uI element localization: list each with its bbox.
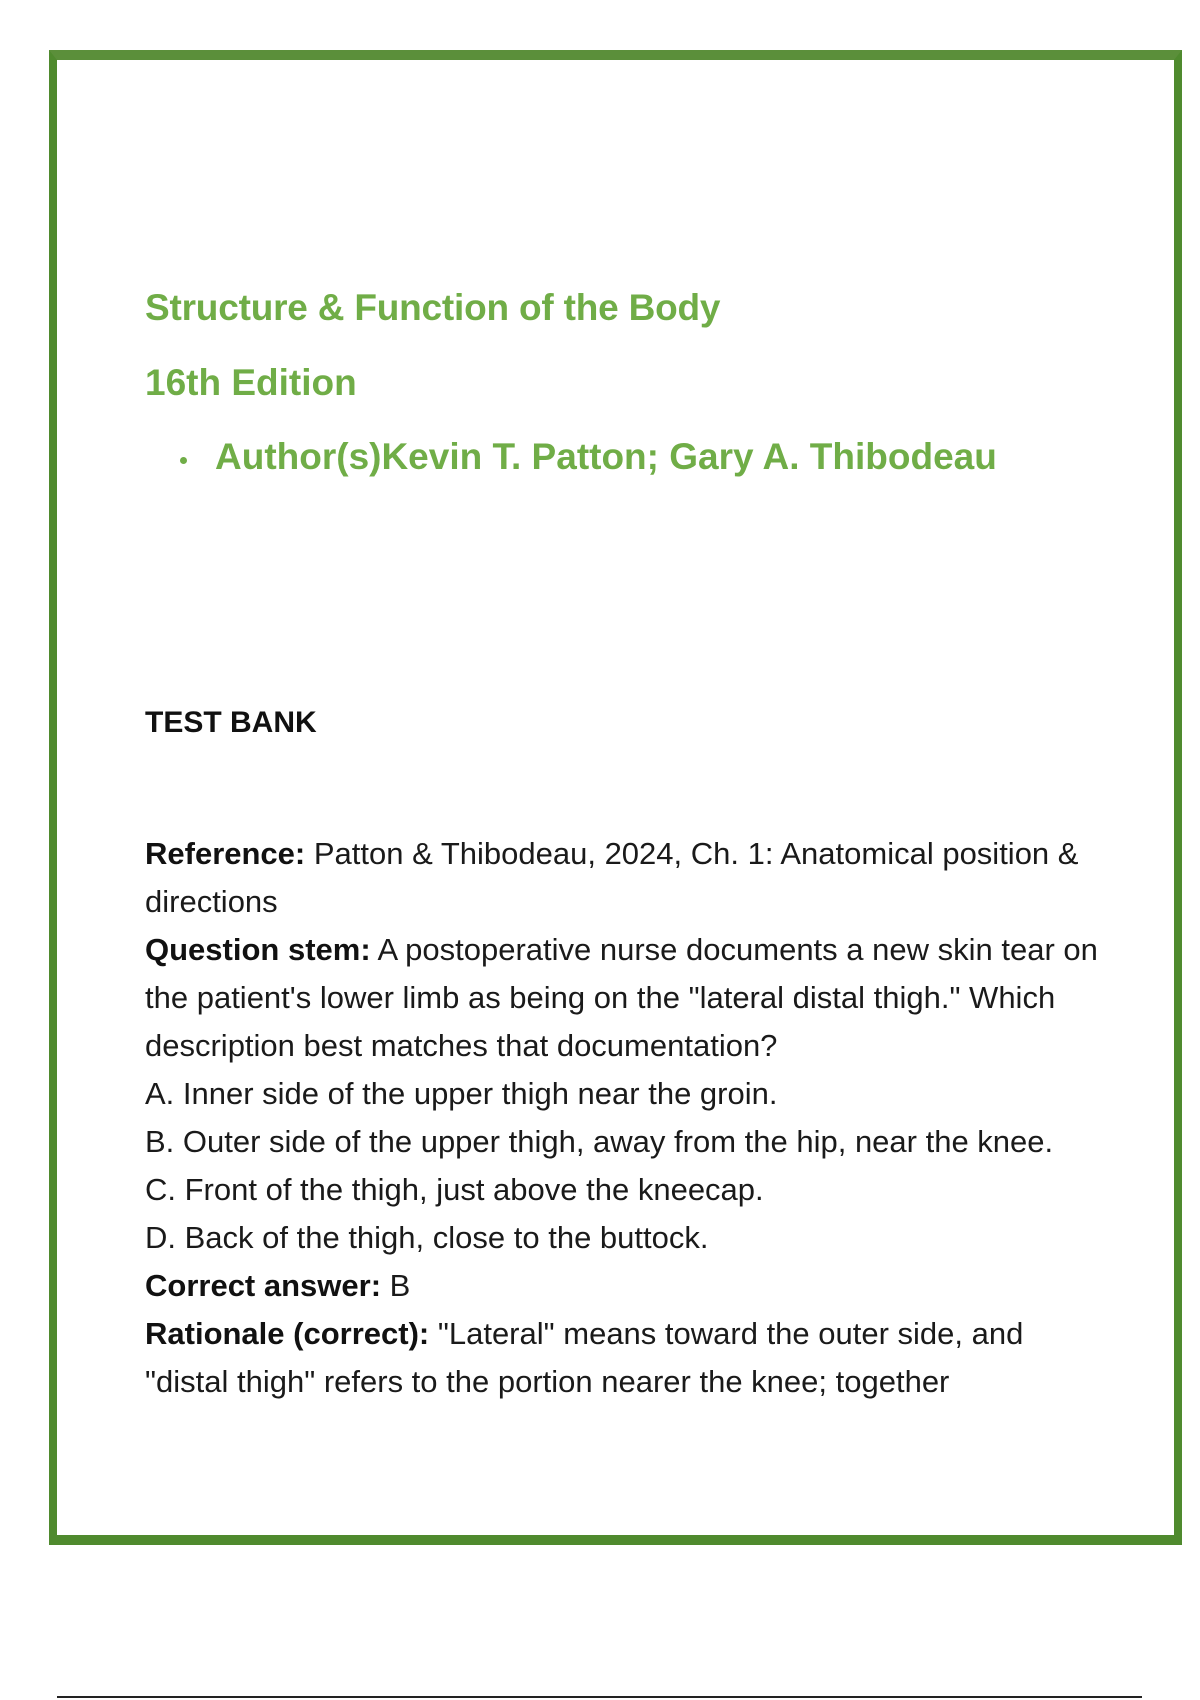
question-stem [145,926,1100,1070]
correct-answer-line [145,1262,1100,1310]
rationale-text: "Lateral" means toward the outer side, and "distal thigh" refers to the portion nearer the knee; together [145,1316,1024,1399]
option-a: A. Inner side of the upper thigh near the groin. [145,1076,778,1111]
option-d: D. Back of the thigh, close to the buttock. [145,1220,709,1255]
stem-text: A postoperative nurse documents a new skin tear on the patient's lower limb as being on the "lateral distal thigh." Which description best matches that documentation? [145,932,1098,1063]
answer-label: Correct answer: [145,1268,382,1303]
book-edition: 16th Edition [145,362,357,403]
reference-text: Patton & Thibodeau, 2024, Ch. 1: Anatomical position & directions [145,836,1079,919]
reference-label: Reference: [145,836,306,871]
option-b: B. Outer side of the upper thigh, away from the hip, near the knee. [145,1124,1054,1159]
book-title: Structure & Function of the Body [145,287,721,328]
authors-text: Author(s)Kevin T. Patton; Gary A. Thibodeau [215,436,997,477]
question-block [145,830,1100,1406]
reference-line [145,830,1100,926]
authors-list-item [180,436,997,478]
option-c: C. Front of the thigh, just above the kneecap. [145,1172,764,1207]
section-heading: TEST BANK [145,706,317,739]
footer-divider [57,1696,1142,1698]
rationale-label: Rationale (correct): [145,1316,430,1351]
rationale-line [145,1310,1100,1406]
stem-label: Question stem: [145,932,371,967]
bullet-icon [180,457,187,464]
answer-text: B [381,1268,411,1303]
